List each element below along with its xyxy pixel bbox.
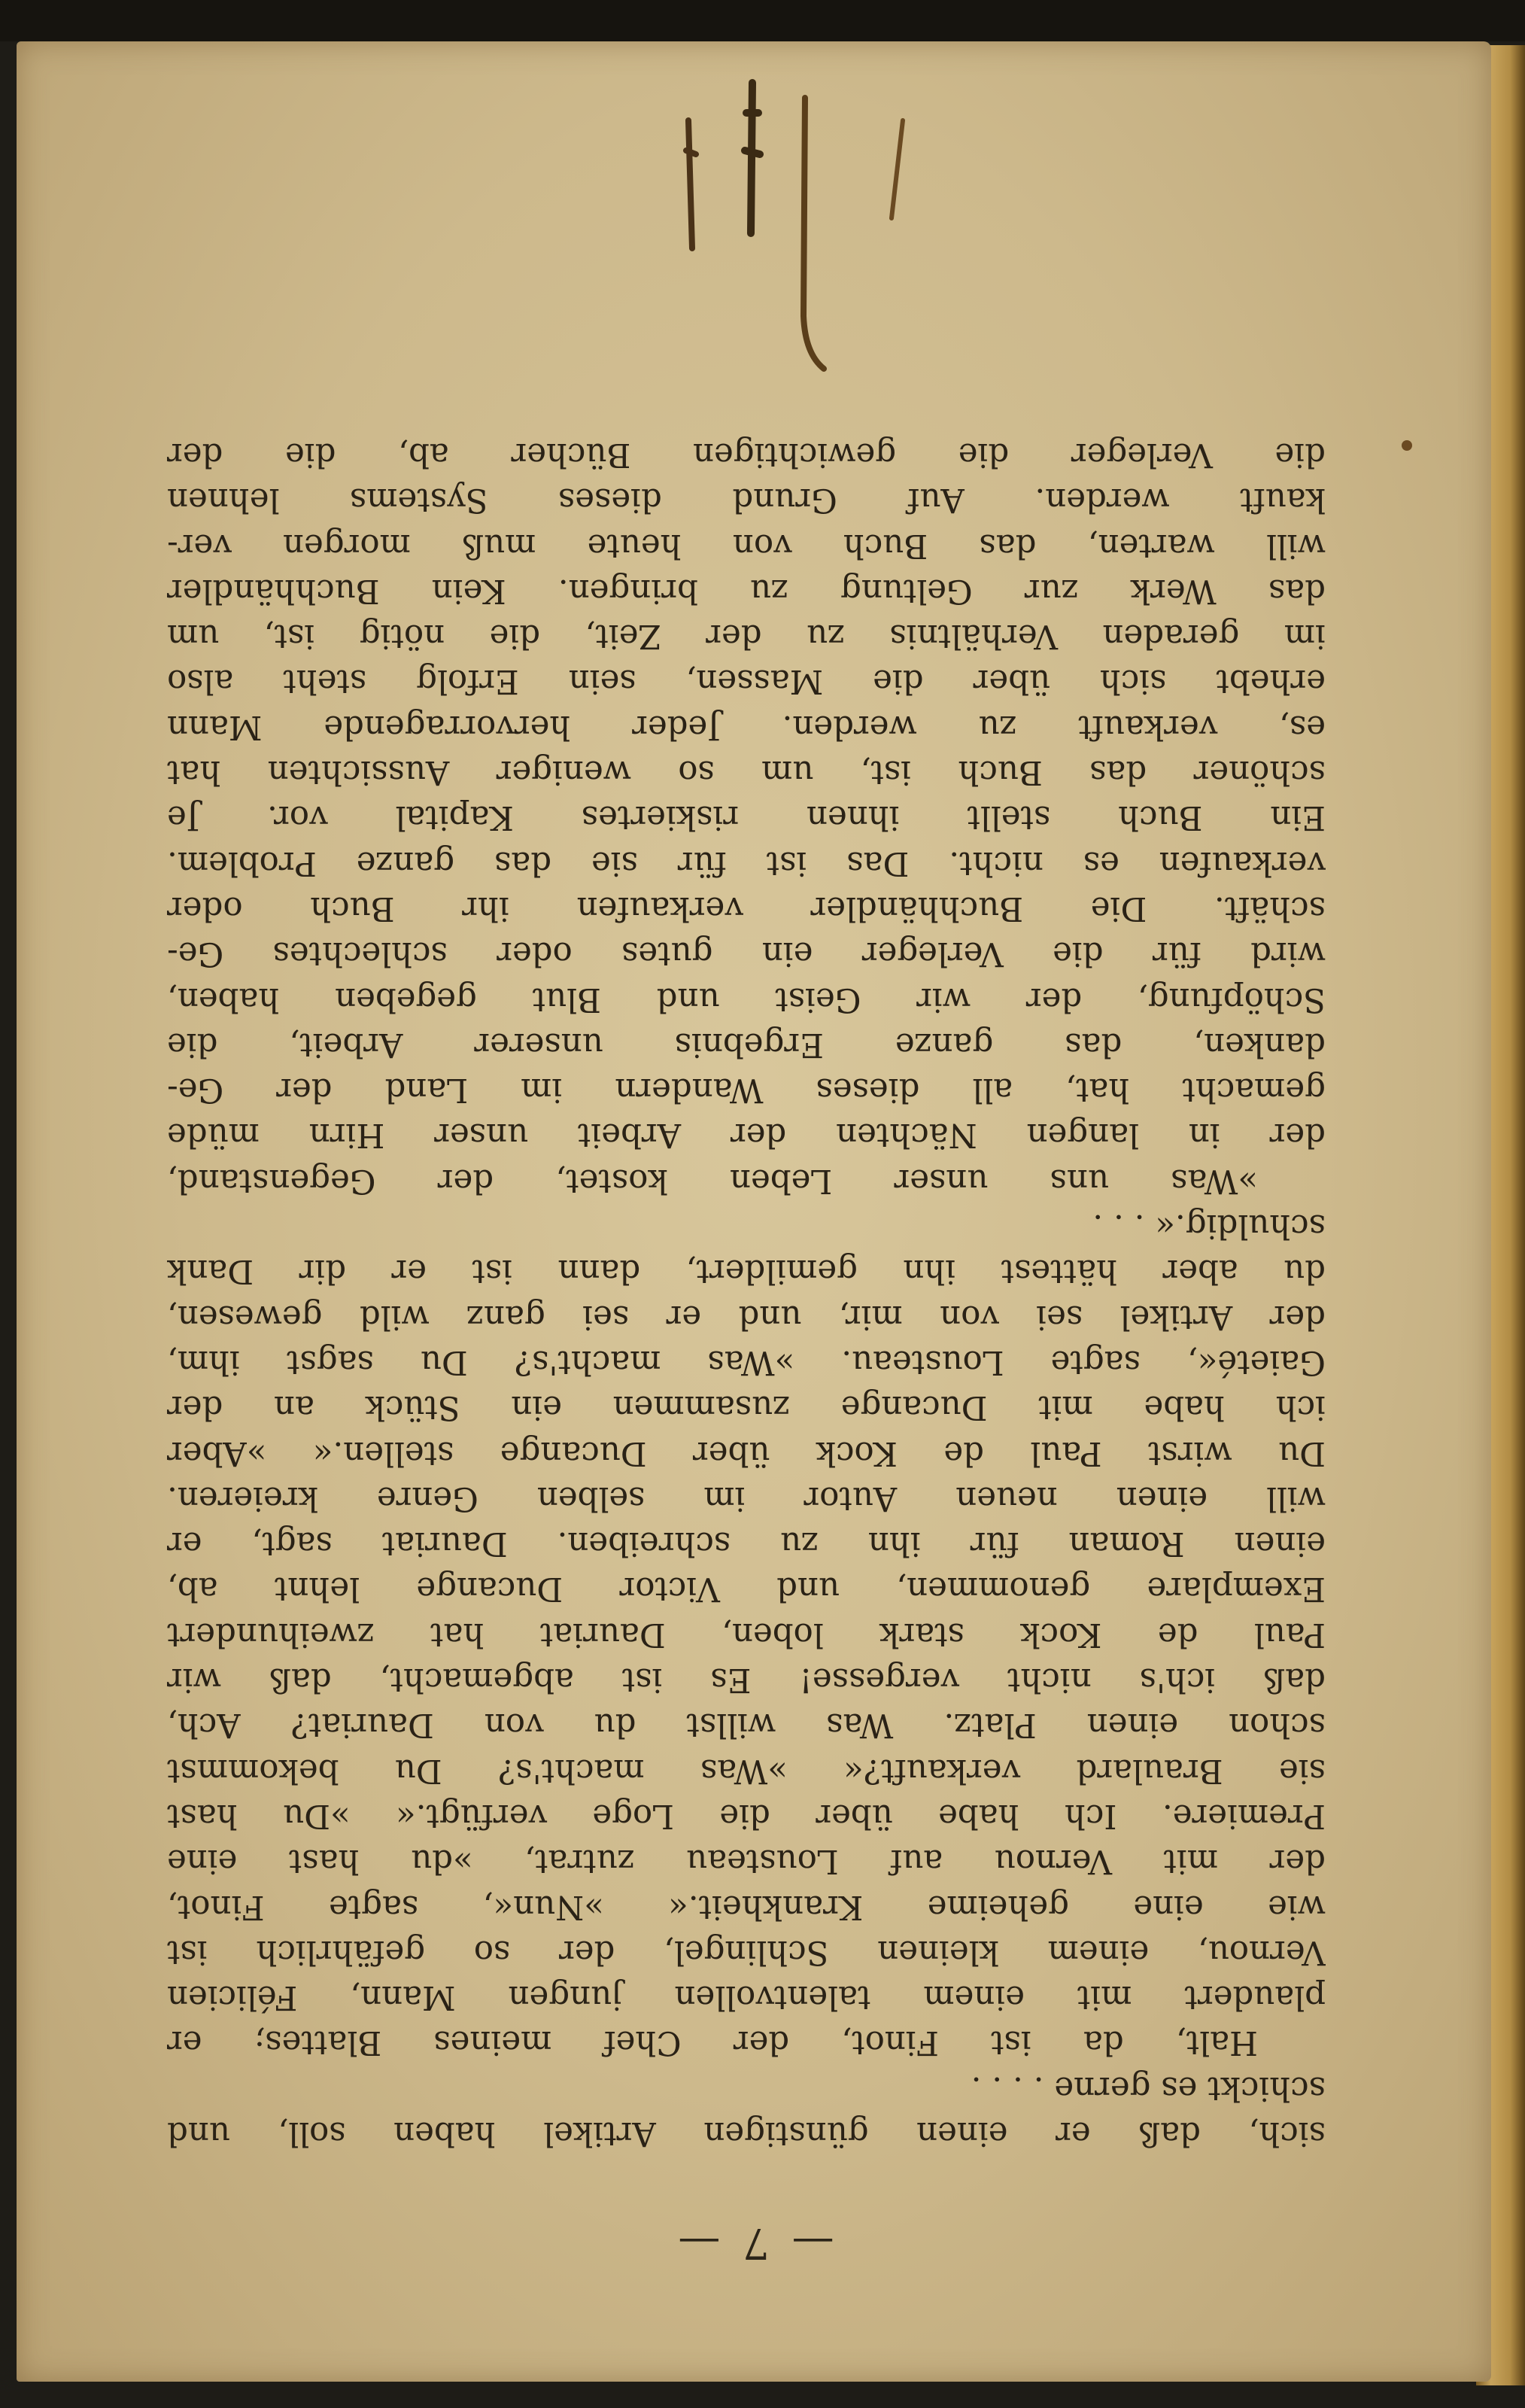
text-line: sich, daß er einen günstigen Artikel haben soll, und — [167, 2115, 1326, 2152]
text-line: will warten, das Buch von heute muß morgen ver- — [167, 526, 1326, 564]
scan-top-edge — [0, 0, 1525, 41]
text-line: wird für die Verleger ein gutes oder schlechtes Ge- — [167, 935, 1326, 973]
text-line: daß ich's nicht vergesse! Es ist abgemacht, daß wir — [167, 1661, 1326, 1699]
text-line: sie Braulard verkauft?« »Was macht's? Du bekommst — [167, 1751, 1326, 1789]
text-line: Exemplare genommen, und Victor Ducange lehnt ab, — [167, 1570, 1326, 1608]
text-line: Gaieté«, sagte Lousteau. »Was macht's? Du sagst ihm, — [167, 1342, 1326, 1381]
text-line: verkaufen es nicht. Das ist für sie das ganze Problem. — [167, 844, 1326, 882]
text-line: schöner das Buch ist, um so weniger Aussichten hat — [167, 753, 1326, 792]
text-line: Vernou, einem kleinen Schlingel, der so gefährlich ist — [167, 1932, 1326, 1971]
text-line: einen Roman für ihn zu schreiben. Dauriat sagt, er — [167, 1525, 1326, 1563]
text-line: Paul de Kock stark loben, Dauriat hat zweihundert — [167, 1615, 1326, 1653]
page-number: — 7 — — [673, 2218, 834, 2267]
text-line: Premiere. Ich habe über die Loge verfügt.« »Du hast — [167, 1796, 1326, 1835]
text-line: schäft. Die Buchhändler verkaufen ihr Buch oder — [167, 889, 1326, 927]
text-line: plaudert mit einem talentvollen jungen Mann, Félicien — [167, 1978, 1326, 2017]
text-line: der in langen Nächten der Arbeit unser Hirn müde — [167, 1116, 1326, 1154]
text-line: der Artikel sei von mir, und er sei ganz wild gewesen, — [167, 1297, 1326, 1336]
text-line: wie eine geheime Krankheit.« »Nun«, sagte Finot, — [167, 1887, 1326, 1926]
text-line: der mit Vernou auf Lousteau zutrat, »du hast eine — [167, 1842, 1326, 1880]
body-text — [167, 432, 1326, 2156]
text-line: ich habe mit Ducange zusammen ein Stück an der — [167, 1388, 1326, 1427]
text-line: im geraden Verhältnis zu der Zeit, die nötig ist, um — [167, 617, 1326, 655]
text-line: schickt es gerne . . . . — [971, 2069, 1326, 2107]
text-line: erhebt sich über die Massen, sein Erfolg steht also — [167, 662, 1326, 701]
text-line: das Werk zur Geltung zu bringen. Kein Buchhändler — [167, 571, 1326, 610]
text-line: es, verkauft zu werden. Jeder hervorragende Mann — [167, 707, 1326, 746]
text-line: will einen neuen Autor im selben Genre kreieren. — [167, 1479, 1326, 1517]
text-line: Halt, da ist Finot, der Chef meines Blattes; er — [167, 2023, 1258, 2062]
text-line: Schöpfung, der wir Geist und Blut gegeben haben, — [167, 980, 1326, 1018]
upside-down-page-content — [17, 41, 1491, 2382]
text-line: schon einen Platz. Was willst du von Dauriat? Ach, — [167, 1706, 1326, 1744]
text-line: die Verleger die gewichtigen Bücher ab, die der — [167, 436, 1326, 474]
text-line: danken, das ganze Ergebnis unserer Arbeit, die — [167, 1025, 1326, 1063]
text-line: schuldig.« . . . — [1092, 1207, 1326, 1245]
text-line: du aber hättest ihn gemildert, dann ist er dir Dank — [167, 1252, 1326, 1291]
text-line: Du wirst Paul de Kock über Ducange stellen.« »Aber — [167, 1434, 1326, 1472]
text-line: kauft werden. Auf Grund dieses Systems lehnen — [167, 481, 1326, 519]
text-line: Ein Buch stellt ihnen riskiertes Kapital vor. Je — [167, 798, 1326, 837]
text-line: »Was uns unser Leben kostet, der Gegenstand, — [167, 1161, 1258, 1199]
text-line: gemacht hat, all dieses Wandern im Land der Ge- — [167, 1071, 1326, 1109]
